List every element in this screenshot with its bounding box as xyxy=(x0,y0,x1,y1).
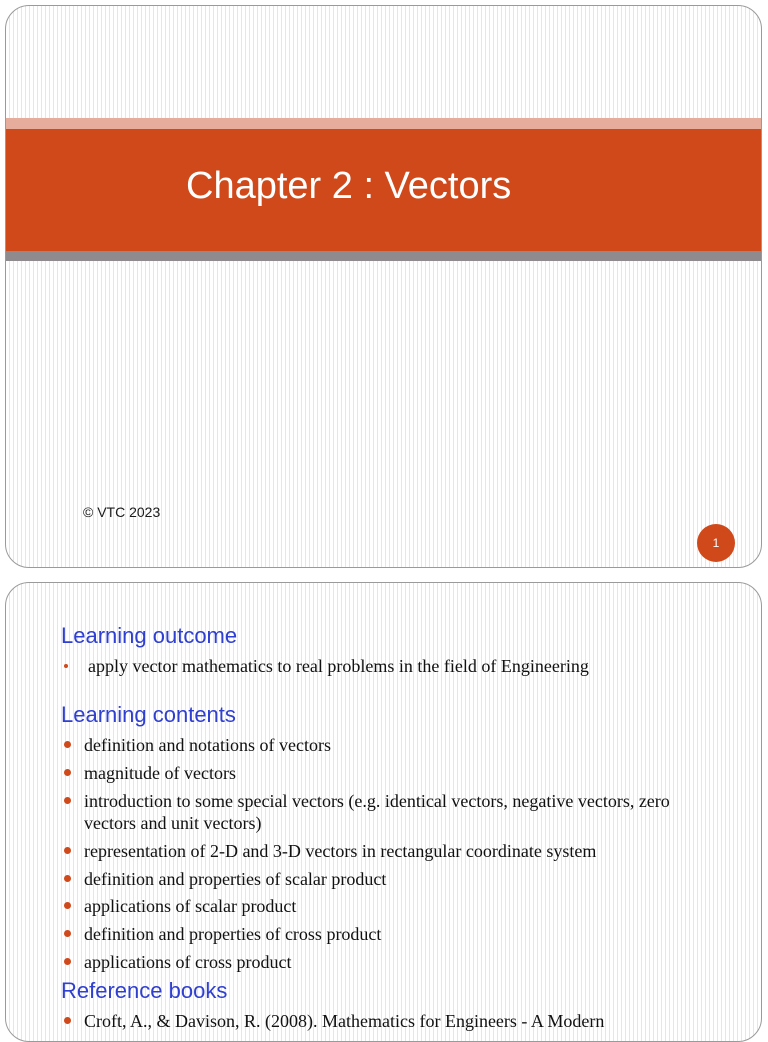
list-item-text: definition and properties of scalar product xyxy=(84,868,387,889)
list-item xyxy=(61,762,721,784)
list-item-text: representation of 2-D and 3-D vectors in rectangular coordinate system xyxy=(84,840,597,861)
list-item xyxy=(61,1010,721,1032)
bullet-icon xyxy=(64,902,71,909)
list-item xyxy=(61,734,721,756)
learning-contents-list xyxy=(61,734,721,979)
list-item xyxy=(61,923,721,945)
list-item xyxy=(61,951,721,973)
list-item xyxy=(61,895,721,917)
bullet-icon xyxy=(64,875,71,882)
slide-number-badge: 1 xyxy=(697,524,735,562)
list-item xyxy=(61,655,721,677)
list-item-text: definition and notations of vectors xyxy=(84,735,331,755)
title-slide xyxy=(5,5,762,568)
list-item-text: definition and properties of cross product xyxy=(84,924,382,945)
list-item-text: apply vector mathematics to real problems in the field of Engineering xyxy=(88,656,589,676)
title-band-top-stripe xyxy=(6,118,761,129)
learning-outcome-heading: Learning outcome xyxy=(61,623,238,648)
list-item xyxy=(61,840,721,862)
title-band-bottom-stripe xyxy=(6,251,761,261)
bullet-icon xyxy=(64,847,71,854)
learning-outcome-list xyxy=(61,655,721,683)
list-item-text: applications of cross product xyxy=(84,952,292,973)
learning-contents-heading: Learning contents xyxy=(61,702,236,727)
bullet-icon xyxy=(64,741,71,748)
bullet-icon xyxy=(64,664,68,668)
list-item-text: introduction to some special vectors (e.g. identical vectors, negative vectors, zero vectors and unit vectors) xyxy=(84,790,670,833)
bullet-icon xyxy=(64,930,71,937)
bullet-icon xyxy=(64,769,71,776)
list-item xyxy=(61,868,721,890)
list-item-text: Croft, A., & Davison, R. (2008). Mathematics for Engineers - A Modern xyxy=(84,1011,605,1031)
content-slide xyxy=(5,582,762,1042)
copyright-notice: © VTC 2023 xyxy=(83,504,161,520)
slide-title: Chapter 2 : Vectors xyxy=(186,165,512,207)
bullet-icon xyxy=(64,1017,71,1024)
bullet-icon xyxy=(64,797,71,804)
bullet-icon xyxy=(64,958,71,965)
reference-books-heading: Reference books xyxy=(61,978,228,1003)
list-item-text: magnitude of vectors xyxy=(84,762,236,783)
list-item-text: applications of scalar product xyxy=(84,896,297,917)
list-item xyxy=(61,790,721,834)
